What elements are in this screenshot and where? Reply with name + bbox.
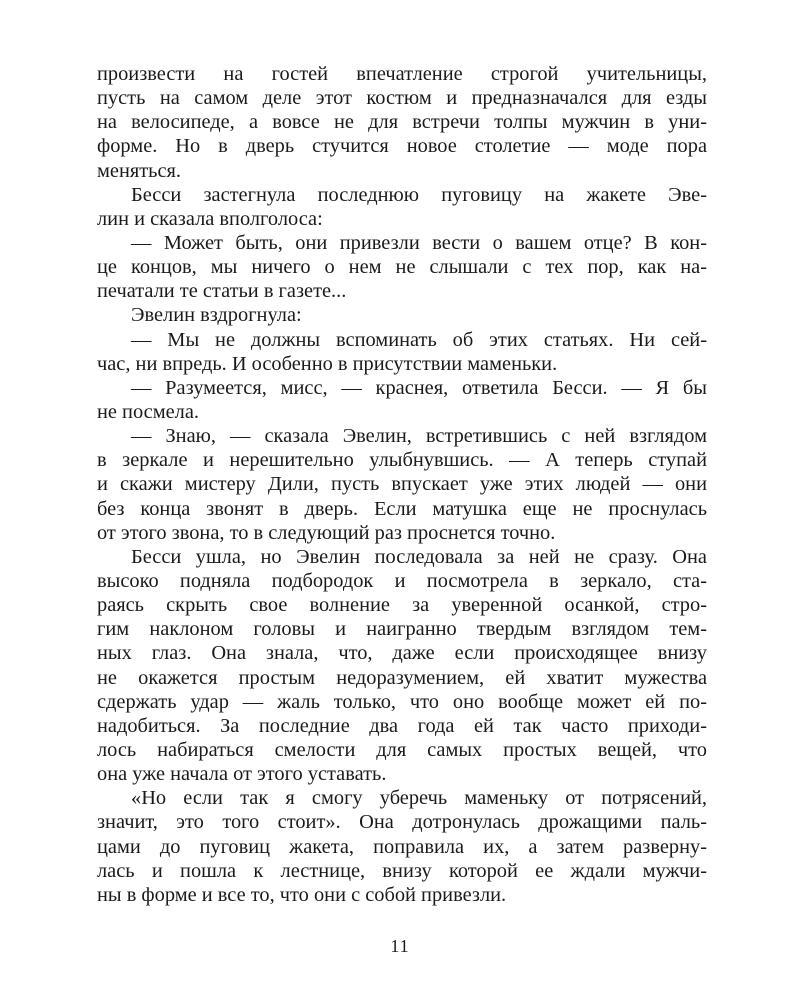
text-line: в зеркале и нерешительно улыбнувшись. — А теперь ступай xyxy=(97,449,707,472)
text-line: — Мы не должны вспоминать об этих статьях. Ни сей- xyxy=(131,328,707,351)
text-line: сдержать удар — жаль только, что оно вообще может ей по- xyxy=(97,690,707,713)
text-line: — Может быть, они привезли вести о вашем отце? В кон- xyxy=(131,231,707,254)
text-line: она уже начала от этого уставать. xyxy=(97,763,387,786)
text-line: лось набираться смелости для самых простых вещей, что xyxy=(97,738,707,761)
text-line: цами до пуговиц жакета, поправила их, а затем разверну- xyxy=(97,835,707,858)
text-line: Бесси застегнула последнюю пуговицу на жакете Эве- xyxy=(131,183,707,206)
text-line: произвести на гостей впечатление строгой учительницы, xyxy=(97,63,707,85)
text-line: высоко подняла подбородок и посмотрела в зеркало, ста- xyxy=(97,569,707,592)
text-line: лин и сказала вполголоса: xyxy=(97,207,323,230)
text-line: «Но если так я смогу уберечь маменьку от потрясений, xyxy=(131,787,707,810)
text-line: Бесси ушла, но Эвелин последовала за ней не сразу. Она xyxy=(131,545,707,568)
text-line: не окажется простым недоразумением, ей хватит мужества xyxy=(97,666,707,689)
text-line: це концов, мы ничего о нем не слышали с тех пор, как на- xyxy=(97,256,707,279)
text-line: час, ни впредь. И особенно в присутствии маменьки. xyxy=(97,352,558,375)
text-line: Эвелин вздрогнула: xyxy=(131,304,302,327)
text-line: значит, это того стоит». Она дотронулась дрожащими паль- xyxy=(97,811,707,834)
text-line: — Разумеется, мисс, — краснея, ответила Бесси. — Я бы xyxy=(131,376,707,399)
body-text xyxy=(97,62,707,907)
text-line: не посмела. xyxy=(97,400,200,423)
text-line: печатали те статьи в газете... xyxy=(97,280,347,303)
text-line: без конца звонят в дверь. Если матушка еще не проснулась xyxy=(97,497,707,520)
text-line: раясь скрыть свое волнение за уверенной осанкой, стро- xyxy=(97,594,707,617)
text-line: на велосипеде, а вовсе не для встречи толпы мужчин в уни- xyxy=(97,111,707,134)
text-line: пусть на самом деле этот костюм и предназначался для езды xyxy=(97,87,707,110)
text-line: ных глаз. Она знала, что, даже если происходящее внизу xyxy=(97,642,707,665)
text-line: от этого звона, то в следующий раз проснется точно. xyxy=(97,521,556,544)
text-line: и скажи мистеру Дили, пусть впускает уже этих людей — они xyxy=(97,473,707,496)
text-line: форме. Но в дверь стучится новое столетие — моде пора xyxy=(97,135,707,158)
text-line: лась и пошла к лестнице, внизу которой ее ждали мужчи- xyxy=(97,859,707,882)
text-line: — Знаю, — сказала Эвелин, встретившись с ней взглядом xyxy=(131,425,707,448)
text-line: ны в форме и все то, что они с собой привезли. xyxy=(97,883,507,906)
text-line: гим наклоном головы и наигранно твердым взглядом тем- xyxy=(97,618,707,641)
text-line: меняться. xyxy=(97,159,181,182)
text-line: надобиться. За последние два года ей так часто приходи- xyxy=(97,714,707,737)
page-number: 11 xyxy=(390,936,410,956)
